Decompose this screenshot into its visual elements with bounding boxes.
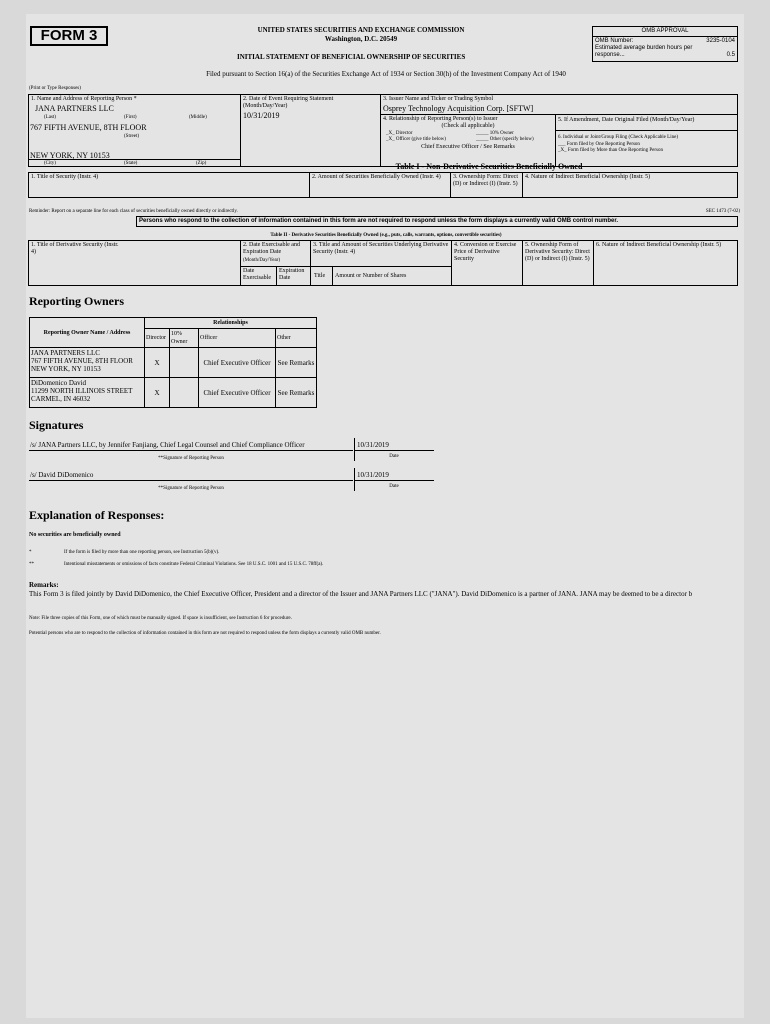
omb-burden-label: Estimated average burden hours per response...: [595, 45, 693, 58]
relationships-header: Relationships: [145, 318, 317, 329]
middle-label: (Middle): [189, 115, 207, 120]
table1-col3: 3. Ownership Form: Direct (D) or Indirect (I) (Instr. 5): [453, 174, 518, 187]
owner-line1: JANA PARTNERS LLC: [31, 349, 100, 357]
owner-ten-pct: [170, 378, 199, 408]
persons-notice: Persons who respond to the collection of information contained in this form are not required to respond unless the form displays a currently valid OMB control number.: [136, 216, 738, 227]
statement-title: INITIAL STATEMENT OF BENEFICIAL OWNERSHIP OF SECURITIES: [237, 53, 466, 61]
table1-col1: 1. Title of Security (Instr. 4): [31, 174, 99, 180]
table2-col1: 1. Title of Derivative Security (Instr. 4): [31, 242, 119, 255]
form-label: FORM 3: [30, 26, 108, 46]
explanation-sub: No securities are beneficially owned: [29, 532, 121, 538]
agency-name: UNITED STATES SECURITIES AND EXCHANGE COMMISSION: [257, 26, 465, 34]
agency-address: Washington, D.C. 20549: [324, 35, 398, 43]
filed-pursuant: Filed pursuant to Section 16(a) of the Securities Exchange Act of 1934 or Section 30(h) of the Investment Company Act of 1940: [206, 70, 566, 78]
table2-col4: 4. Conversion or Exercise Price of Derivative Security: [454, 242, 517, 262]
table2-col3: 3. Title and Amount of Securities Underlying Derivative Security (Instr. 4): [313, 242, 449, 255]
reporting-owners-table: [29, 317, 317, 408]
owner-line2: 767 FIFTH AVENUE, 8TH FLOOR: [31, 357, 133, 365]
table2-col5: 5. Ownership Form of Derivative Security: Direct (D) or Indirect (I) (Instr. 5): [525, 242, 590, 262]
owner-officer: Chief Executive Officer: [199, 348, 276, 378]
signature-2-label: **Signature of Reporting Person: [158, 486, 224, 491]
omb-number-label: OMB Number:: [595, 38, 634, 44]
box4-label: 4. Relationship of Reporting Person(s) to Issuer: [383, 116, 498, 122]
note-text: Note: File three copies of this Form, one of which must be manually signed. If space is insufficient, see Instruction 6 for procedure.: [29, 616, 292, 621]
box4-check: (Check all applicable): [441, 123, 495, 129]
street-label: (Street): [124, 134, 139, 139]
signature-1-date: 10/31/2019: [357, 441, 389, 449]
table2-col2: 2. Date Exercisable and Expiration Date: [243, 242, 300, 255]
form-page: [26, 14, 744, 1018]
owner-other: See Remarks: [276, 348, 317, 378]
table2-col3a: Title: [314, 273, 326, 279]
owner-other: See Remarks: [276, 378, 317, 408]
reminder-text: Reminder: Report on a separate line for each class of securities beneficially owned directly or indirectly.: [29, 209, 238, 214]
table1-col4: 4. Nature of Indirect Beneficial Ownership (Instr. 5): [525, 174, 651, 180]
state-label: (State): [124, 161, 138, 166]
street-value: 767 FIFTH AVENUE, 8TH FLOOR: [30, 123, 147, 132]
omb-approval-box: [592, 26, 738, 62]
table1-col2: 2. Amount of Securities Beneficially Owned (Instr. 4): [312, 174, 441, 180]
other-check: _____ Other (specify below): [476, 137, 534, 142]
owner-director: X: [145, 348, 170, 378]
filing-one: ___ Form filed by One Reporting Person: [558, 142, 640, 147]
owner-line3: NEW YORK, NY 10153: [31, 365, 101, 373]
signature-1-label: **Signature of Reporting Person: [158, 456, 224, 461]
table2-col2-sub: (Month/Day/Year): [243, 258, 280, 263]
signature-2-date: 10/31/2019: [357, 471, 389, 479]
table2-col2a: Date Exercisable: [243, 268, 271, 281]
owner-name-header: Reporting Owner Name / Address: [30, 318, 145, 348]
footnote-2-mark: **: [29, 562, 34, 567]
owner-line3: CARMEL, IN 46032: [31, 395, 91, 403]
signature-1: /s/ JANA Partners LLC, by Jennifer Fanjiang, Chief Legal Counsel and Chief Compliance Officer: [30, 441, 305, 449]
omb-burden-value: 0.5: [726, 52, 735, 58]
signatures-heading: Signatures: [29, 418, 84, 432]
zip-label: (Zip): [196, 161, 207, 166]
director-header: Director: [145, 329, 170, 348]
event-date: 10/31/2019: [243, 111, 280, 120]
officer-check: _X_ Officer (give title below): [386, 137, 446, 142]
ten-pct-check: _____ 10% Owner: [476, 131, 514, 136]
owner-officer: Chief Executive Officer: [199, 378, 276, 408]
box5-label: 5. If Amendment, Date Original Filed (Month/Day/Year): [558, 117, 695, 123]
owner-line1: DiDomenico David: [31, 379, 87, 387]
city-label: (City): [44, 161, 56, 166]
table-row: [30, 378, 317, 408]
footnote-2: Intentional misstatements or omissions of facts constitute Federal Criminal Violations. See 18 U.S.C. 1001 and 15 U.S.C. 78ff(a).: [64, 562, 324, 567]
table1-title: Table I - Non-Derivative Securities Beneficially Owned: [395, 162, 583, 171]
table2-col3b: Amount or Number of Shares: [335, 273, 407, 279]
remarks-label: Remarks:: [29, 581, 59, 589]
footnote-1: If the form is filed by more than one reporting person, see Instruction 5(b)(v).: [64, 550, 220, 555]
potential-text: Potential persons who are to respond to the collection of information contained in this form are not required to respond unless the form displays a currently valid OMB number.: [29, 631, 381, 636]
owner-director: X: [145, 378, 170, 408]
signature-2: /s/ David DiDomenico: [30, 471, 94, 479]
last-label: (Last): [44, 115, 56, 120]
signature-1-date-label: Date: [389, 454, 399, 459]
box3-label: 3. Issuer Name and Ticker or Trading Symbol: [383, 96, 493, 102]
explanation-heading: Explanation of Responses:: [29, 508, 165, 522]
table2-col2b: Expiration Date: [279, 268, 305, 281]
director-check: _X_ Director: [386, 131, 413, 136]
filing-more: _X_ Form filed by More than One Reporting Person: [558, 148, 663, 153]
box2-label: 2. Date of Event Requiring Statement (Month/Day/Year): [243, 96, 334, 109]
officer-header: Officer: [199, 329, 276, 348]
ten-pct-header: 10% Owner: [170, 329, 199, 348]
owner-line2: 11299 NORTH ILLINOIS STREET: [31, 387, 133, 395]
owner-ten-pct: [170, 348, 199, 378]
table-row: [30, 348, 317, 378]
remarks-text: This Form 3 is filed jointly by David DiDomenico, the Chief Executive Officer, President and a director of the Issuer and JANA Partners LLC ("JANA"). David DiDomenico is a partner of JANA. JANA may be deemed to be a director b: [29, 590, 693, 598]
omb-title: OMB APPROVAL: [641, 28, 689, 34]
reporting-person-name: JANA PARTNERS LLC: [35, 104, 114, 113]
issuer-name: Osprey Technology Acquisition Corp. [SFTW]: [383, 104, 534, 113]
other-header: Other: [276, 329, 317, 348]
city-value: NEW YORK, NY 10153: [30, 151, 110, 160]
omb-number-value: 3235-0104: [706, 38, 735, 44]
box1-label: 1. Name and Address of Reporting Person *: [31, 96, 137, 102]
signature-2-date-label: Date: [389, 484, 399, 489]
first-label: (First): [124, 115, 137, 120]
footnote-1-mark: *: [29, 550, 32, 555]
sec-number: SEC 1473 (7-02): [705, 209, 740, 214]
table2-title: Table II - Derivative Securities Beneficially Owned (e.g., puts, calls, warrants, options, convertible securities): [270, 233, 502, 238]
table2-col6: 6. Nature of Indirect Beneficial Ownership (Instr. 5): [596, 242, 722, 248]
reporting-owners-heading: Reporting Owners: [29, 294, 124, 308]
officer-title: Chief Executive Officer / See Remarks: [421, 144, 515, 150]
print-hint: (Print or Type Responses): [29, 86, 81, 91]
box6-label: 6. Individual or Joint/Group Filing (Check Applicable Line): [558, 135, 678, 140]
